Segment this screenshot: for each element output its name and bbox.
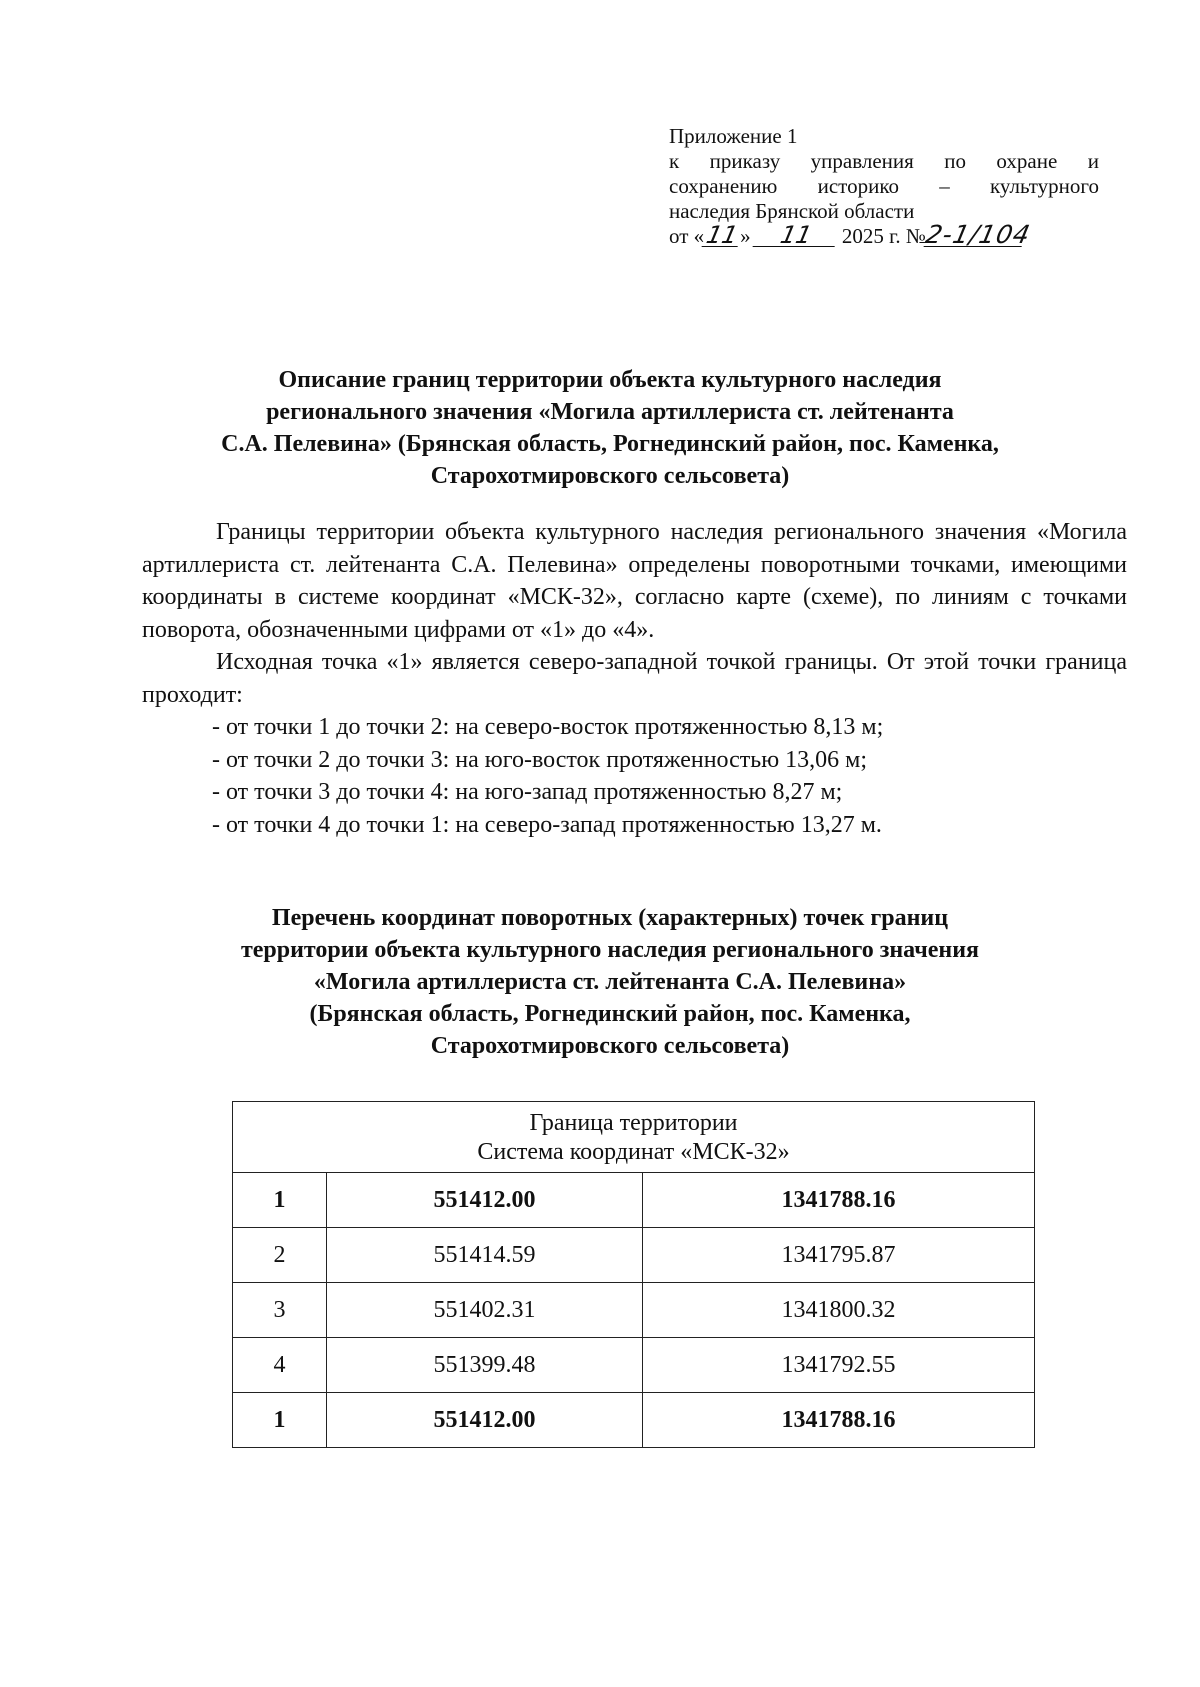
title-line: Старохотмировского сельсовета) — [430, 463, 790, 489]
y-coordinate-cell: 1341795.87 — [643, 1228, 1035, 1283]
title-line: С.А. Пелевина» (Брянская область, Рогнединский район, пос. Каменка, — [221, 431, 999, 457]
title-line: (Брянская область, Рогнединский район, пос. Каменка, — [309, 1001, 911, 1027]
appendix-line-4: наследия Брянской области — [669, 199, 915, 223]
handwritten-day: 11 — [702, 224, 743, 247]
coordinates-list-title — [120, 902, 1100, 1062]
x-coordinate-cell: 551412.00 — [327, 1393, 643, 1448]
coordinates-table — [232, 1101, 1035, 1448]
y-coordinate-cell: 1341788.16 — [643, 1173, 1035, 1228]
point-number-cell: 2 — [233, 1228, 327, 1283]
title-line: «Могила артиллериста ст. лейтенанта С.А. Пелевина» — [313, 969, 907, 995]
description-title — [120, 364, 1100, 492]
title-line: территории объекта культурного наследия регионального значения — [240, 937, 980, 963]
title-line: Описание границ территории объекта культурного наследия — [278, 367, 942, 393]
table-row — [233, 1173, 1035, 1228]
order-date-line — [669, 220, 1099, 249]
y-coordinate-cell: 1341788.16 — [643, 1393, 1035, 1448]
title-line: регионального значения «Могила артиллериста ст. лейтенанта — [266, 399, 954, 425]
handwritten-order-number: 2-1/104 — [923, 220, 1034, 249]
y-coordinate-cell: 1341792.55 — [643, 1338, 1035, 1393]
date-mid: » — [740, 224, 751, 248]
table-row — [233, 1338, 1035, 1393]
boundary-paragraph: Границы территории объекта культурного наследия регионального значения «Могила артиллериста ст. лейтенанта С.А. Пелевина» определены поворотными точками, имеющими координаты в системе координат «МСК-32», согласно карте (схеме), по линиям с точками поворота, обозначенными цифрами от «1» до «4». — [142, 519, 1127, 643]
point-number-cell: 1 — [233, 1393, 327, 1448]
title-line: Перечень координат поворотных (характерных) точек границ — [271, 905, 949, 931]
appendix-line-3: сохранению историко – культурного — [669, 174, 1099, 198]
appendix-block — [669, 124, 1099, 249]
order-year: 2025 г. № — [841, 224, 926, 248]
title-line: Старохотмировского сельсовета) — [430, 1033, 790, 1059]
boundary-segment-item: - от точки 3 до точки 4: на юго-запад протяженностью 8,27 м; — [212, 779, 843, 805]
table-header-line-1: Граница территории — [529, 1110, 738, 1136]
boundary-segment-item: - от точки 1 до точки 2: на северо-восток протяженностью 8,13 м; — [212, 714, 884, 740]
x-coordinate-cell: 551414.59 — [327, 1228, 643, 1283]
appendix-title: Приложение 1 — [669, 124, 798, 148]
x-coordinate-cell: 551399.48 — [327, 1338, 643, 1393]
table-header-row — [233, 1102, 1035, 1173]
appendix-line-2: к приказу управления по охране и — [669, 149, 1099, 173]
point-number-cell: 1 — [233, 1173, 327, 1228]
boundary-segment-item: - от точки 4 до точки 1: на северо-запад протяженностью 13,27 м. — [212, 811, 882, 838]
table-row — [233, 1283, 1035, 1338]
table-header-line-2: Система координат «МСК-32» — [477, 1139, 790, 1165]
x-coordinate-cell: 551412.00 — [327, 1173, 643, 1228]
table-row — [233, 1228, 1035, 1283]
description-body — [142, 516, 1127, 841]
table-header-cell — [233, 1102, 1035, 1173]
handwritten-month: 11 — [752, 224, 839, 247]
point-number-cell: 3 — [233, 1283, 327, 1338]
date-prefix: от « — [669, 224, 705, 248]
table-row — [233, 1393, 1035, 1448]
point-number-cell: 4 — [233, 1338, 327, 1393]
y-coordinate-cell: 1341800.32 — [643, 1283, 1035, 1338]
boundary-segment-item: - от точки 2 до точки 3: на юго-восток протяженностью 13,06 м; — [212, 746, 868, 773]
start-point-paragraph: Исходная точка «1» является северо-западной точкой границы. От этой точки граница проходит: — [142, 649, 1127, 708]
x-coordinate-cell: 551402.31 — [327, 1283, 643, 1338]
